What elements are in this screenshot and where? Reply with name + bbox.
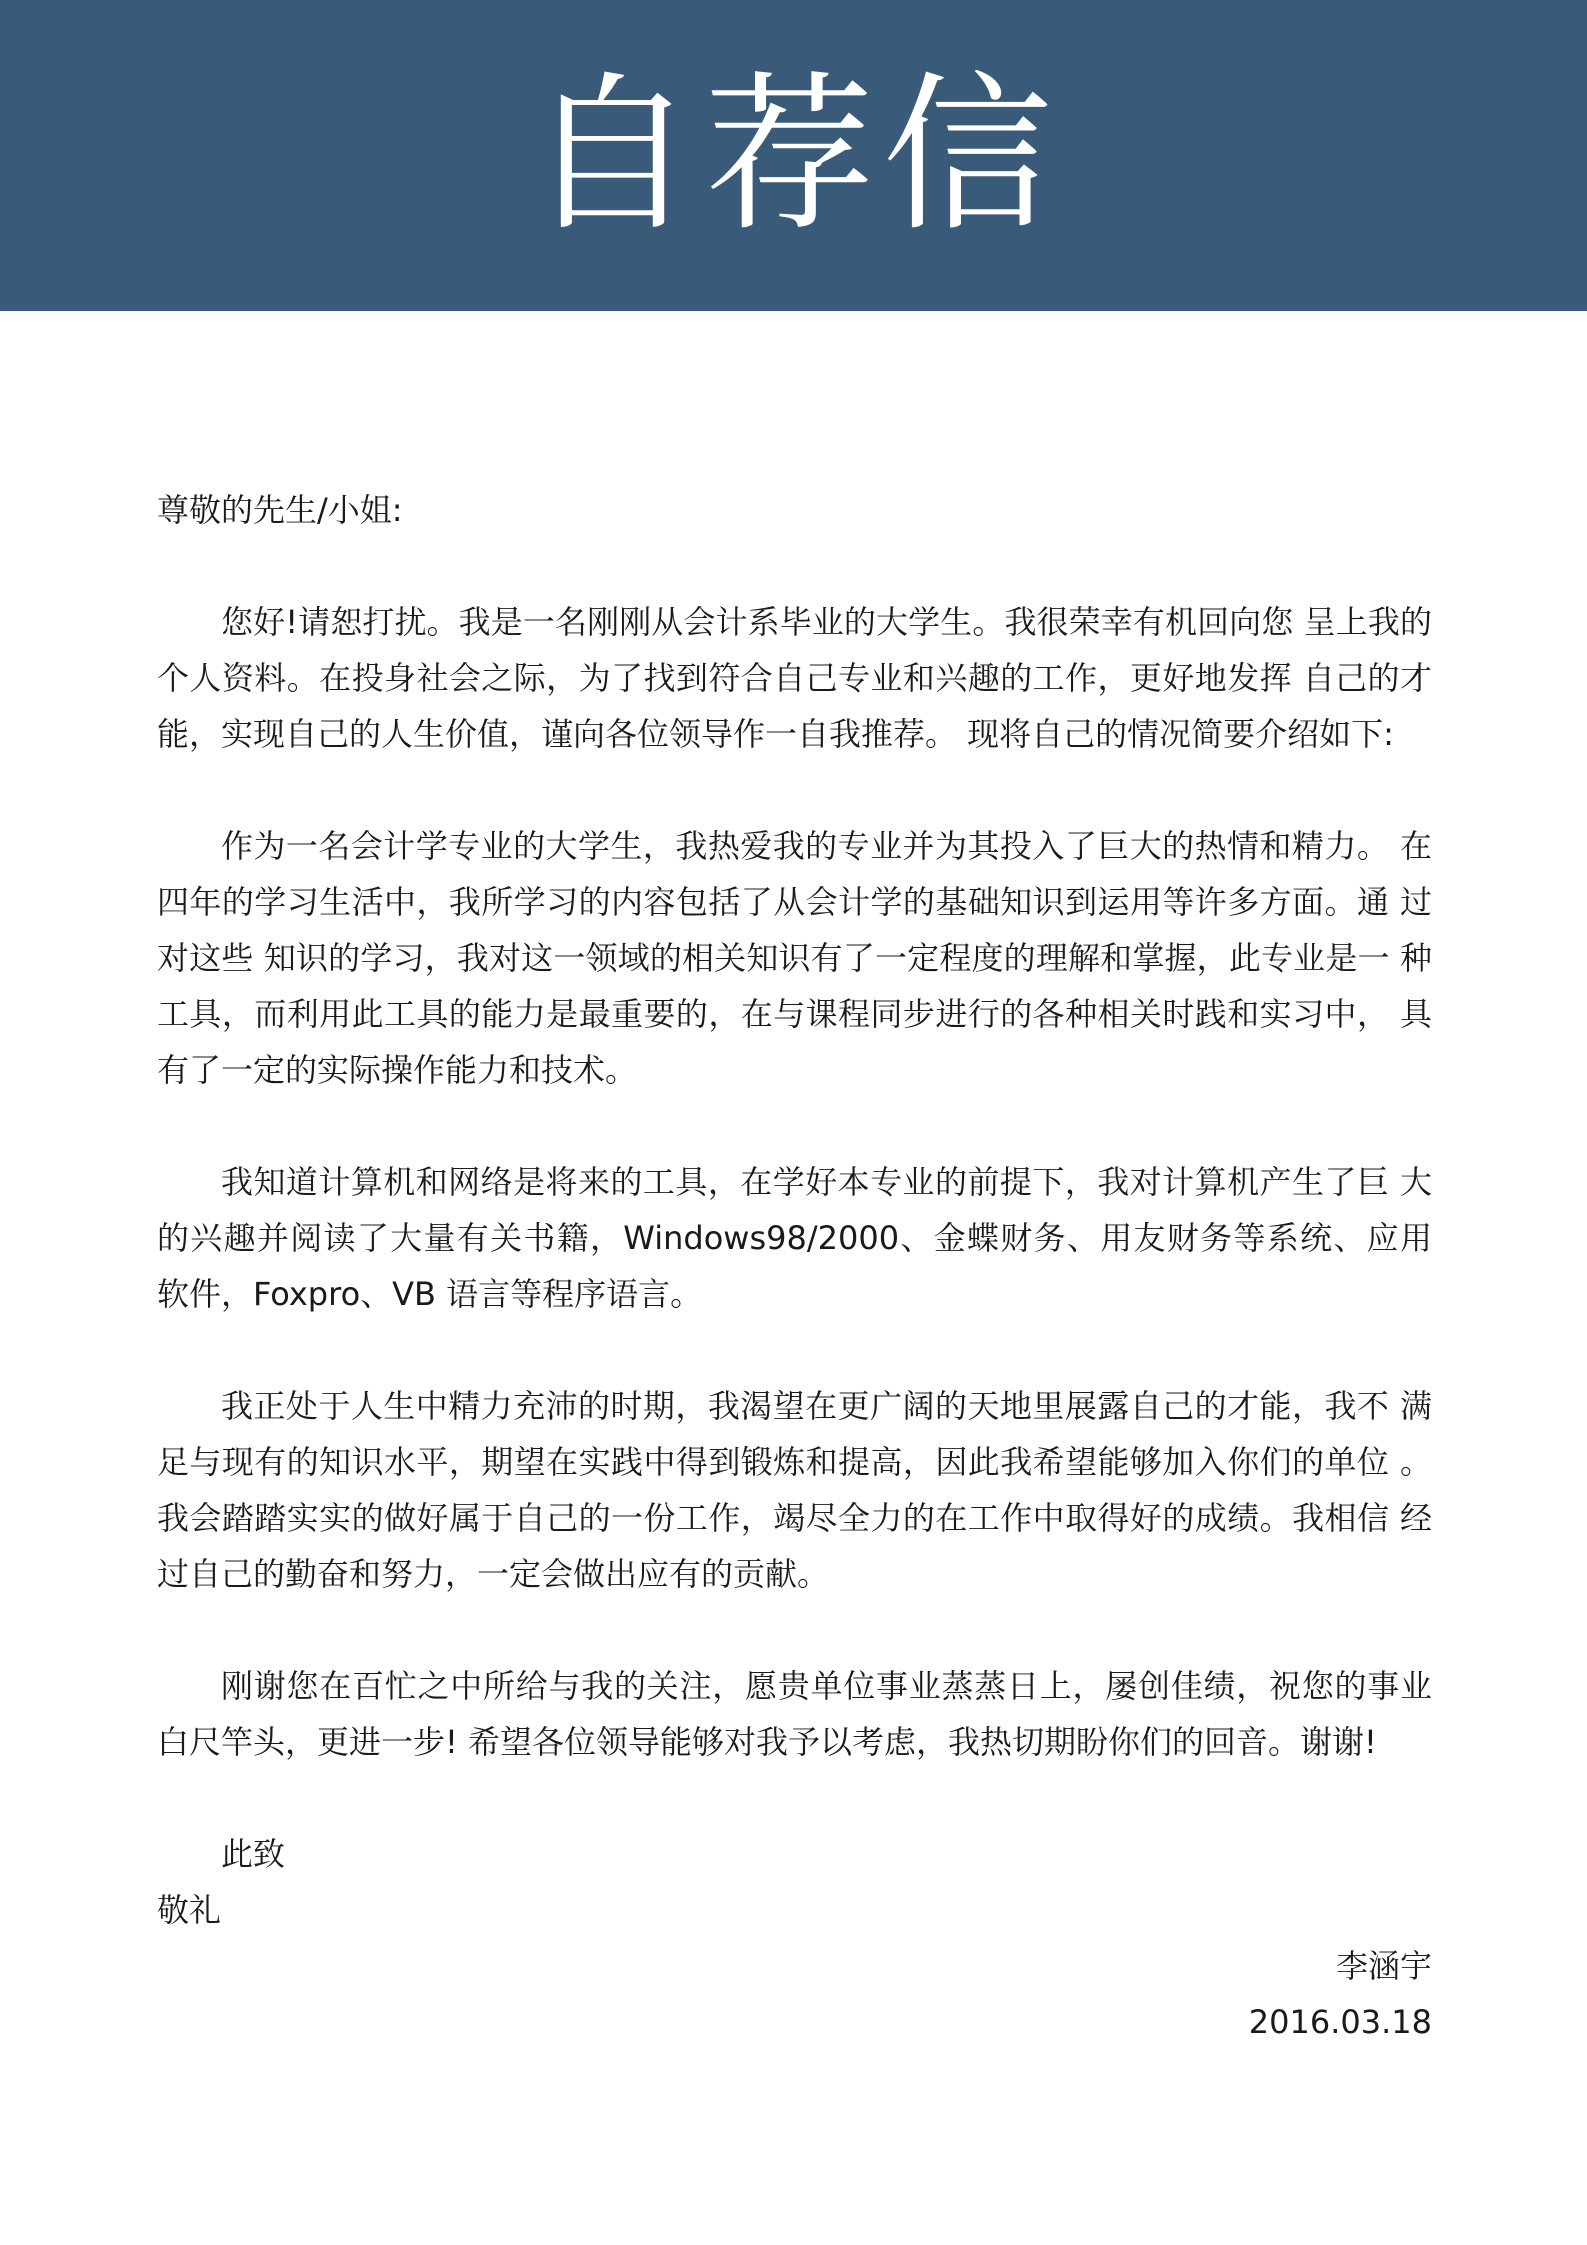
paragraph-computer-skills: 我知道计算机和网络是将来的工具，在学好本专业的前提下，我对计算机产生了巨 大的兴趣并阅读了大量有关书籍，Windows98/2000、金蝶财务、用友财务等系统、应用 软件，Foxpro、VB 语言等程序语言。 [157, 1163, 1432, 1313]
header-banner [0, 0, 1587, 311]
salutation: 尊敬的先生/小姐: [157, 491, 403, 529]
paragraph-greeting: 您好!请恕打扰。我是一名刚刚从会计系毕业的大学生。我很荣幸有机回向您 呈上我的个人资料。在投身社会之际，为了找到符合自己专业和兴趣的工作，更好地发挥 自己的才能，实现自己的人生价值，谨向各位领导作一自我推荐。 现将自己的情况简要介绍如下: [157, 603, 1432, 753]
signature-name: 李涵宇 [1335, 1947, 1432, 1985]
letter-body [157, 482, 1432, 2050]
paragraph-thanks: 刚谢您在百忙之中所给与我的关注，愿贵单位事业蒸蒸日上，屡创佳绩，祝您的事业 白尺竿头，更进一步! 希望各位领导能够对我予以考虑，我热切期盼你们的回音。谢谢! [157, 1667, 1432, 1761]
letter-date: 2016.03.18 [1248, 2003, 1432, 2041]
paragraph-major: 作为一名会计学专业的大学生，我热爱我的专业并为其投入了巨大的热情和精力。 在四年的学习生活中，我所学习的内容包括了从会计学的基础知识到运用等许多方面。通 过对这些 知识的学习，我对这一领域的相关知识有了一定程度的理解和掌握，此专业是一 种工具，而利用此工具的能力是最重要的，在与课程同步进行的各种相关时践和实习中， 具有了一定的实际操作能力和技术。 [157, 827, 1432, 1089]
closing: 此致 [221, 1835, 286, 1873]
paragraph-aspiration: 我正处于人生中精力充沛的时期，我渴望在更广阔的天地里展露自己的才能，我不 满足与现有的知识水平，期望在实践中得到锻炼和提高，因此我希望能够加入你们的单位 。我会踏踏实实的做好属于自己的一份工作，竭尽全力的在工作中取得好的成绩。我相信 经过自己的勤奋和努力，一定会做出应有的贡献。 [157, 1387, 1432, 1593]
regards: 敬礼 [157, 1891, 222, 1929]
page-title: 自荐信 [526, 56, 1061, 255]
